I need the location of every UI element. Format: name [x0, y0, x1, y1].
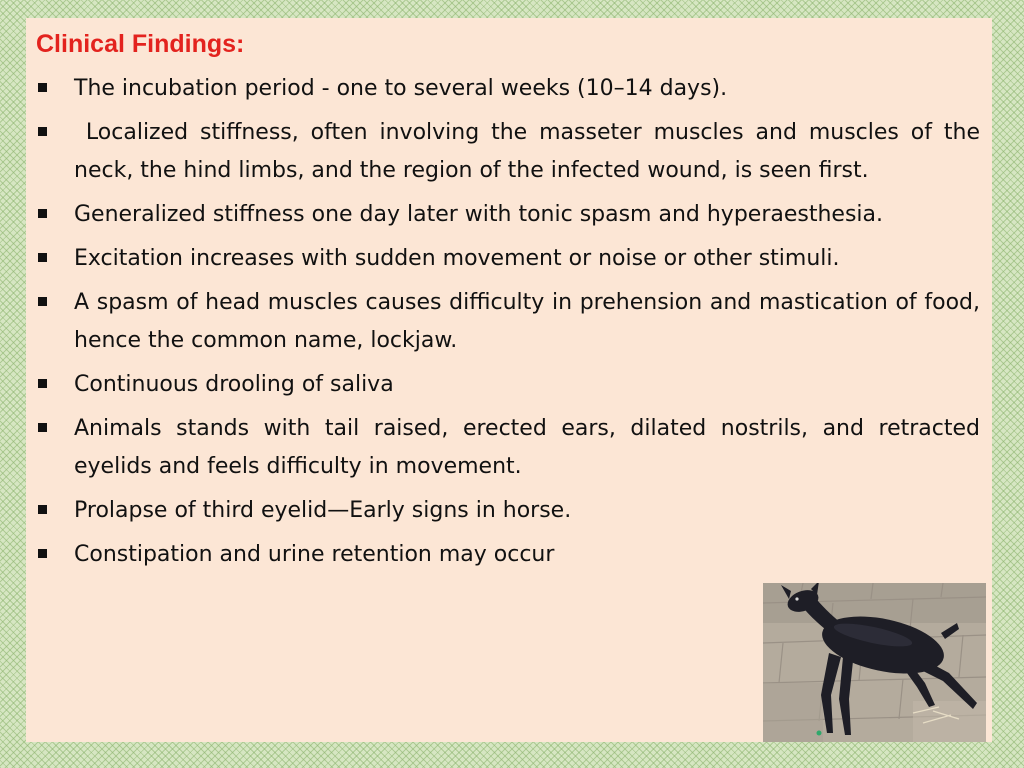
goat-photo [763, 583, 986, 742]
square-bullet-icon [38, 209, 47, 218]
bullet-item-localized-stiffness [26, 114, 988, 190]
bullet-text: Generalized stiffness one day later with tonic spasm and hyperaesthesia. [74, 202, 884, 227]
bullet-item-generalized-stiffness [26, 196, 980, 234]
bullet-item-third-eyelid [26, 492, 980, 530]
bullet-list [26, 70, 988, 580]
bullet-item-excitation [26, 240, 980, 278]
bullet-text: The incubation period - one to several weeks (10–14 days). [74, 76, 728, 101]
bullet-text: Localized stiffness, often involving the masseter muscles and muscles of the neck, the hind limbs, and the region of the infected wound, is seen first. [74, 120, 988, 183]
bullet-text: Continuous drooling of saliva [74, 372, 394, 397]
square-bullet-icon [38, 379, 47, 388]
bullet-item-incubation [26, 70, 980, 108]
bullet-text: Constipation and urine retention may occur [74, 542, 555, 567]
bullet-text: A spasm of head muscles causes difficulty in prehension and mastication of food, hence the common name, lockjaw. [74, 290, 980, 353]
square-bullet-icon [38, 127, 47, 136]
goat-photo-illustration [763, 583, 986, 742]
bullet-item-constipation [26, 536, 980, 574]
bullet-text: Excitation increases with sudden movement or noise or other stimuli. [74, 246, 840, 271]
square-bullet-icon [38, 549, 47, 558]
square-bullet-icon [38, 505, 47, 514]
bullet-item-drooling [26, 366, 980, 404]
square-bullet-icon [38, 297, 47, 306]
bullet-item-posture [26, 410, 980, 486]
bullet-text: Prolapse of third eyelid—Early signs in horse. [74, 498, 572, 523]
bullet-item-head-spasm [26, 284, 980, 360]
bullet-text: Animals stands with tail raised, erected ears, dilated nostrils, and retracted eyelids and feels difficulty in movement. [74, 416, 980, 479]
slide-title: Clinical Findings: [36, 30, 245, 58]
square-bullet-icon [38, 423, 47, 432]
square-bullet-icon [38, 253, 47, 262]
square-bullet-icon [38, 83, 47, 92]
